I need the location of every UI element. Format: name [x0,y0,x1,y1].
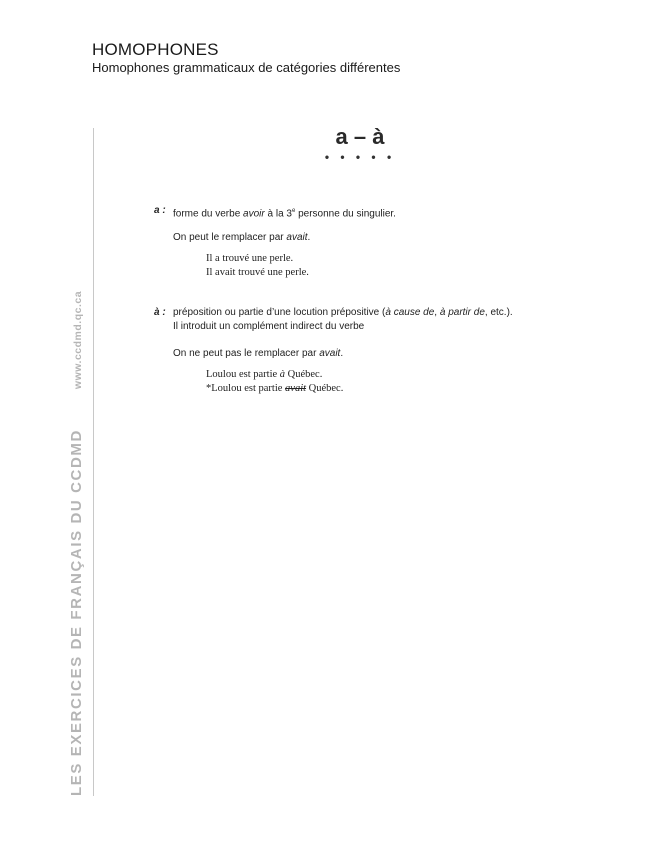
example-a-2: Il avait trouvé une perle. [206,267,309,278]
definition-line-1 [173,306,593,320]
series-url: www.ccdmd.qc.ca [72,290,84,390]
note-text: On ne peut pas le remplacer par [173,348,320,359]
example-text: *Loulou est partie [206,383,286,394]
note-italic: avait [319,348,341,359]
section-dots: • • • • • [324,150,396,164]
entry-note-a [173,232,310,243]
document-subtitle: Homophones grammaticaux de catégories différentes [92,60,401,75]
example-a-grave-2 [206,382,343,396]
example-text: Loulou est partie [206,369,280,380]
definition-line-2: Il introduit un complément indirect du verbe [173,321,365,332]
entry-marker-a: a : [154,205,166,216]
series-name: LES EXERCICES DE FRANÇAIS DU CCDMD [68,429,85,796]
example-a-1: Il a trouvé une perle. [206,253,294,264]
definition-italic: à cause de [385,307,435,318]
example-strikethrough: avait [285,383,307,394]
definition-italic: avoir [243,208,265,220]
section-title: a – à [335,124,385,149]
example-text: Québec. [306,383,344,394]
margin-rule [93,128,94,796]
definition-text: , [434,307,440,318]
document-title: HOMOPHONES [92,40,219,59]
definition-text: forme du verbe [173,208,244,220]
example-text: Québec. [285,369,323,380]
definition-text: préposition ou partie d’une locution prépositive ( [173,307,386,318]
entry-marker-a-grave: à : [154,307,166,318]
definition-text: , etc.). [484,307,513,318]
note-text: . [307,232,311,243]
page-header [92,40,400,76]
example-italic: à [279,369,286,380]
entry-note-a-grave [173,348,343,359]
sidebar-branding [68,291,86,796]
example-a-grave-1 [206,368,322,382]
note-text: On peut le remplacer par [173,232,287,243]
note-italic: avait [286,232,308,243]
entry-definition-a-grave [173,306,593,334]
note-text: . [340,348,344,359]
definition-text: à la 3 [264,208,292,220]
definition-text: personne du singulier. [295,208,396,220]
definition-italic: à partir de [439,307,485,318]
definition-superscript: e [291,208,296,214]
entry-definition-a [173,204,573,221]
